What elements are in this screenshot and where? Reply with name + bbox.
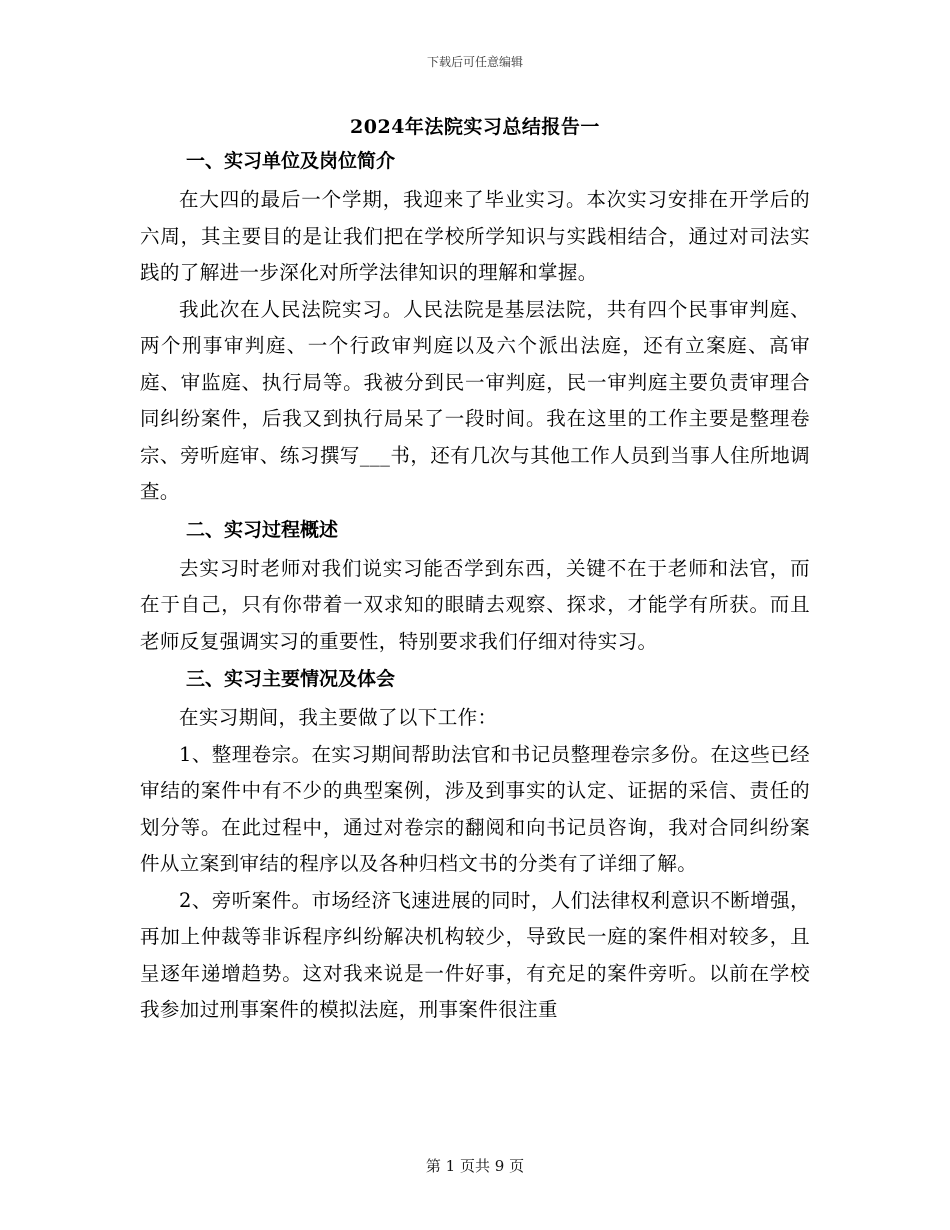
- section-heading-3: 三、实习主要情况及体会: [186, 668, 396, 690]
- document-title: 2024年法院实习总结报告一: [350, 116, 600, 138]
- section-heading-1: 一、实习单位及岗位简介: [186, 150, 396, 172]
- paragraph: 去实习时老师对我们说实习能否学到东西，关键不在于老师和法官，而在于自己，只有你带着一双求知的眼睛去观察、探求，才能学有所获。而且老师反复强调实习的重要性，特别要求我们仔细对待实习。: [140, 556, 810, 653]
- paragraph: 在实习期间，我主要做了以下工作：: [179, 706, 498, 729]
- paragraph: 2、旁听案件。市场经济飞速进展的同时，人们法律权利意识不断增强，再加上仲裁等非诉程序纠纷解决机构较少，导致民一庭的案件相对较多，且呈逐年递增趋势。这对我来说是一件好事，有充足的案件旁听。以前在学校我参加过刑事案件的模拟法庭，刑事案件很注重: [140, 888, 810, 1021]
- section-heading-2: 二、实习过程概述: [186, 518, 339, 541]
- header-note: 下载后可任意编辑: [426, 55, 523, 69]
- paragraph: 我此次在人民法院实习。人民法院是基层法院，共有四个民事审判庭、两个刑事审判庭、一个行政审判庭以及六个派出法庭，还有立案庭、高审庭、审监庭、执行局等。我被分到民一审判庭，民一审判庭主要负责审理合同纠纷案件，后我又到执行局呆了一段时间。我在这里的工作主要是整理卷宗、旁听庭审、练习撰写___书，还有几次与其他工作人员到当事人住所地调查。: [140, 297, 810, 503]
- page-footer: 第 1 页共 9 页: [425, 1157, 525, 1175]
- document-body: [140, 112, 810, 1029]
- paragraph: 1、整理卷宗。在实习期间帮助法官和书记员整理卷宗多份。在这些已经审结的案件中有不少的典型案例，涉及到事实的认定、证据的采信、责任的划分等。在此过程中，通过对卷宗的翻阅和向书记员咨询，我对合同纠纷案件从立案到审结的程序以及各种归档文书的分类有了详细了解。: [140, 742, 810, 875]
- paragraph: 在大四的最后一个学期，我迎来了毕业实习。本次实习安排在开学后的六周，其主要目的是让我们把在学校所学知识与实践相结合，通过对司法实践的了解进一步深化对所学法律知识的理解和掌握。: [140, 188, 810, 284]
